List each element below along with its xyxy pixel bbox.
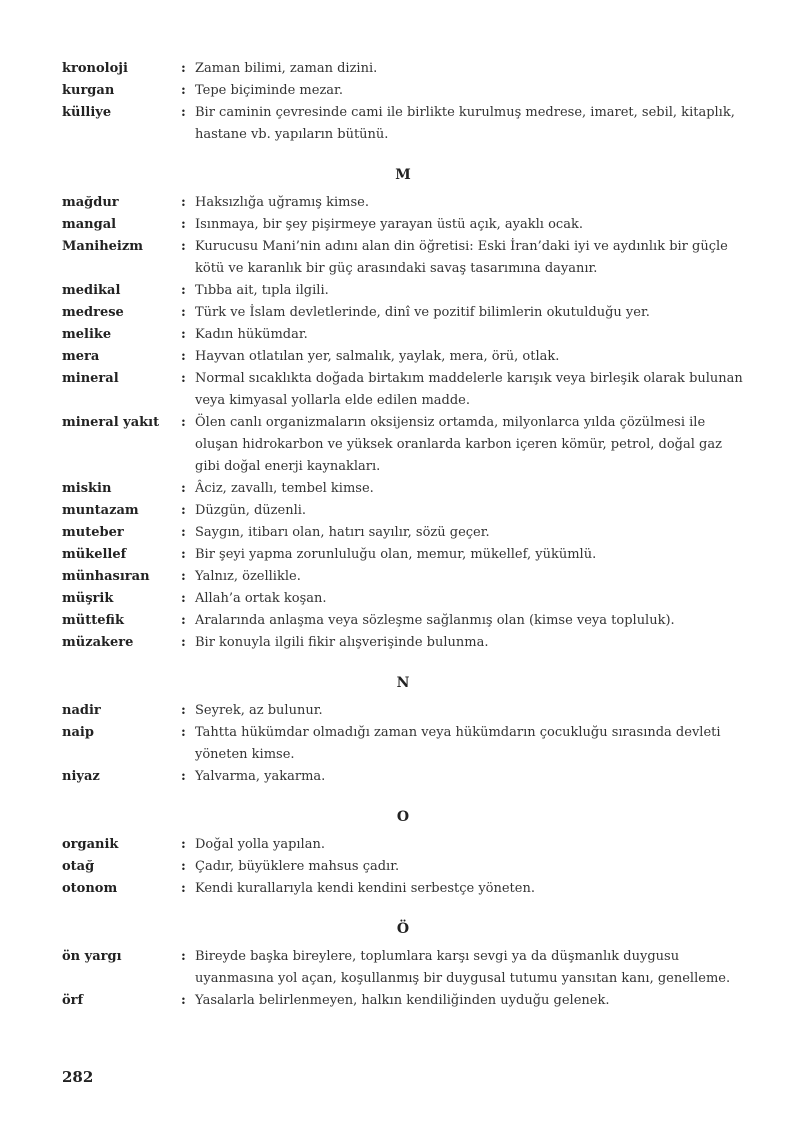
entry-separator: : bbox=[181, 481, 186, 496]
entry-definition: Kadın hükümdar. bbox=[195, 327, 308, 342]
glossary-entry bbox=[62, 834, 744, 856]
glossary-entry bbox=[62, 192, 744, 214]
glossary-entry bbox=[62, 368, 744, 412]
entry-separator: : bbox=[181, 239, 186, 254]
entry-term: mineral yakıt bbox=[62, 415, 160, 430]
entry-separator: : bbox=[181, 327, 186, 342]
entry-term: mağdur bbox=[62, 195, 119, 210]
glossary-entry bbox=[62, 722, 744, 766]
entry-term: müttefik bbox=[62, 613, 124, 628]
entry-definition: Tıbba ait, tıpla ilgili. bbox=[195, 283, 329, 298]
entry-definition: Tepe biçiminde mezar. bbox=[195, 83, 343, 98]
entry-separator: : bbox=[181, 371, 186, 386]
entry-term: miskin bbox=[62, 481, 112, 496]
entry-definition: Hayvan otlatılan yer, salmalık, yaylak, mera, örü, otlak. bbox=[195, 349, 560, 364]
entry-definition: Düzgün, düzenli. bbox=[195, 503, 307, 518]
entry-term: mineral bbox=[62, 371, 119, 386]
entry-separator: : bbox=[181, 83, 186, 98]
glossary-entry bbox=[62, 610, 744, 632]
entry-definition: Bir caminin çevresinde cami ile birlikte kurulmuş medrese, imaret, sebil, kitaplık, hastane vb. yapıların bütünü. bbox=[195, 105, 735, 142]
glossary-entry bbox=[62, 324, 744, 346]
entry-separator: : bbox=[181, 415, 186, 430]
entry-definition: Seyrek, az bulunur. bbox=[195, 703, 323, 718]
entry-term: melike bbox=[62, 327, 112, 342]
glossary-entry bbox=[62, 856, 744, 878]
section-heading: Ö bbox=[396, 921, 410, 937]
entry-term: medrese bbox=[62, 305, 124, 320]
glossary-entry bbox=[62, 766, 744, 788]
entry-term: örf bbox=[62, 993, 84, 1008]
glossary-entry bbox=[62, 80, 744, 102]
entry-separator: : bbox=[181, 949, 186, 964]
glossary-entry bbox=[62, 102, 744, 146]
glossary-entry bbox=[62, 544, 744, 566]
entry-term: nadir bbox=[62, 703, 101, 718]
entry-term: niyaz bbox=[62, 769, 100, 784]
entry-definition: Doğal yolla yapılan. bbox=[195, 837, 325, 852]
glossary-entry bbox=[62, 58, 744, 80]
entry-definition: Yalnız, özellikle. bbox=[195, 569, 301, 584]
entry-term: otonom bbox=[62, 881, 118, 896]
entry-definition: Yalvarma, yakarma. bbox=[195, 769, 326, 784]
section-heading: M bbox=[395, 167, 411, 183]
entry-definition: Ölen canlı organizmaların oksijensiz ortamda, milyonlarca yılda çözülmesi ile oluşan hidrokarbon ve yüksek oranlarda karbon içeren kömür, petrol, doğal gaz gibi doğal enerji kaynakları. bbox=[195, 415, 722, 474]
entry-definition: Aralarında anlaşma veya sözleşme sağlanmış olan (kimse veya topluluk). bbox=[195, 613, 675, 628]
page-number: 282 bbox=[62, 1068, 94, 1086]
entry-separator: : bbox=[181, 525, 186, 540]
section-heading: N bbox=[396, 675, 410, 691]
entry-definition: Kurucusu Mani’nin adını alan din öğretisi: Eski İran’daki iyi ve aydınlık bir güçle kötü ve karanlık bir güç arasındaki savaş tasarımına dayanır. bbox=[195, 239, 728, 276]
entry-term: münhasıran bbox=[62, 569, 150, 584]
entry-separator: : bbox=[181, 283, 186, 298]
entry-definition: Zaman bilimi, zaman dizini. bbox=[195, 61, 378, 76]
glossary-entry bbox=[62, 990, 744, 1012]
entry-definition: Normal sıcaklıkta doğada birtakım maddelerle karışık veya birleşik olarak bulunan veya kimyasal yollarla elde edilen madde. bbox=[195, 371, 743, 408]
entry-separator: : bbox=[181, 725, 186, 740]
entry-term: müşrik bbox=[62, 591, 114, 606]
glossary-entry bbox=[62, 236, 744, 280]
entry-definition: Haksızlığa uğramış kimse. bbox=[195, 195, 369, 210]
entry-term: muteber bbox=[62, 525, 124, 540]
entry-separator: : bbox=[181, 61, 186, 76]
entry-term: medikal bbox=[62, 283, 121, 298]
glossary-entry bbox=[62, 302, 744, 324]
entry-separator: : bbox=[181, 349, 186, 364]
glossary-entry bbox=[62, 478, 744, 500]
entry-term: müzakere bbox=[62, 635, 134, 650]
entry-separator: : bbox=[181, 881, 186, 896]
glossary-entry bbox=[62, 878, 744, 900]
entry-separator: : bbox=[181, 859, 186, 874]
entry-separator: : bbox=[181, 217, 186, 232]
entry-separator: : bbox=[181, 195, 186, 210]
entry-term: kronoloji bbox=[62, 61, 128, 76]
entry-definition: Yasalarla belirlenmeyen, halkın kendiliğinden uyduğu gelenek. bbox=[195, 993, 610, 1008]
entry-definition: Tahtta hükümdar olmadığı zaman veya hükümdarın çocukluğu sırasında devleti yöneten kimse. bbox=[195, 725, 721, 762]
glossary-entry bbox=[62, 280, 744, 302]
entry-separator: : bbox=[181, 547, 186, 562]
entry-separator: : bbox=[181, 769, 186, 784]
entry-definition: Çadır, büyüklere mahsus çadır. bbox=[195, 859, 400, 874]
entry-definition: Isınmaya, bir şey pişirmeye yarayan üstü açık, ayaklı ocak. bbox=[195, 217, 583, 232]
entry-definition: Bir şeyi yapma zorunluluğu olan, memur, mükellef, yükümlü. bbox=[195, 547, 597, 562]
glossary-entry bbox=[62, 346, 744, 368]
entry-term: mera bbox=[62, 349, 100, 364]
entry-separator: : bbox=[181, 591, 186, 606]
entry-definition: Allah’a ortak koşan. bbox=[195, 591, 327, 606]
entry-term: muntazam bbox=[62, 503, 139, 518]
entry-separator: : bbox=[181, 635, 186, 650]
entry-term: külliye bbox=[62, 105, 112, 120]
entry-term: kurgan bbox=[62, 83, 115, 98]
entry-term: naip bbox=[62, 725, 94, 740]
entry-term: organik bbox=[62, 837, 119, 852]
entry-term: Maniheizm bbox=[62, 239, 144, 254]
entry-separator: : bbox=[181, 613, 186, 628]
glossary-entry bbox=[62, 632, 744, 654]
entry-separator: : bbox=[181, 703, 186, 718]
entry-separator: : bbox=[181, 837, 186, 852]
entry-definition: Bireyde başka bireylere, toplumlara karşı sevgi ya da düşmanlık duygusu uyanmasına yol açan, koşullanmış bir duygusal tutumu yansıtan kanı, genelleme. bbox=[195, 949, 731, 986]
glossary-entry bbox=[62, 566, 744, 588]
glossary-entry bbox=[62, 214, 744, 236]
entry-separator: : bbox=[181, 305, 186, 320]
entry-definition: Türk ve İslam devletlerinde, dinî ve pozitif bilimlerin okutulduğu yer. bbox=[195, 305, 650, 320]
section-heading: O bbox=[396, 809, 410, 825]
entry-term: mükellef bbox=[62, 547, 127, 562]
glossary-entry bbox=[62, 522, 744, 544]
glossary-entry bbox=[62, 946, 744, 990]
entry-definition: Saygın, itibarı olan, hatırı sayılır, sözü geçer. bbox=[195, 525, 490, 540]
entry-term: otağ bbox=[62, 859, 95, 874]
entry-separator: : bbox=[181, 503, 186, 518]
glossary-entry bbox=[62, 588, 744, 610]
glossary-entry bbox=[62, 700, 744, 722]
glossary-list bbox=[62, 58, 744, 1012]
entry-separator: : bbox=[181, 105, 186, 120]
entry-term: mangal bbox=[62, 217, 117, 232]
entry-separator: : bbox=[181, 569, 186, 584]
entry-definition: Bir konuyla ilgili fikir alışverişinde bulunma. bbox=[195, 635, 489, 650]
entry-definition: Âciz, zavallı, tembel kimse. bbox=[195, 481, 374, 496]
glossary-entry bbox=[62, 412, 744, 478]
glossary-entry bbox=[62, 500, 744, 522]
entry-definition: Kendi kurallarıyla kendi kendini serbestçe yöneten. bbox=[195, 881, 535, 896]
entry-separator: : bbox=[181, 993, 186, 1008]
entry-term: ön yargı bbox=[62, 949, 122, 964]
